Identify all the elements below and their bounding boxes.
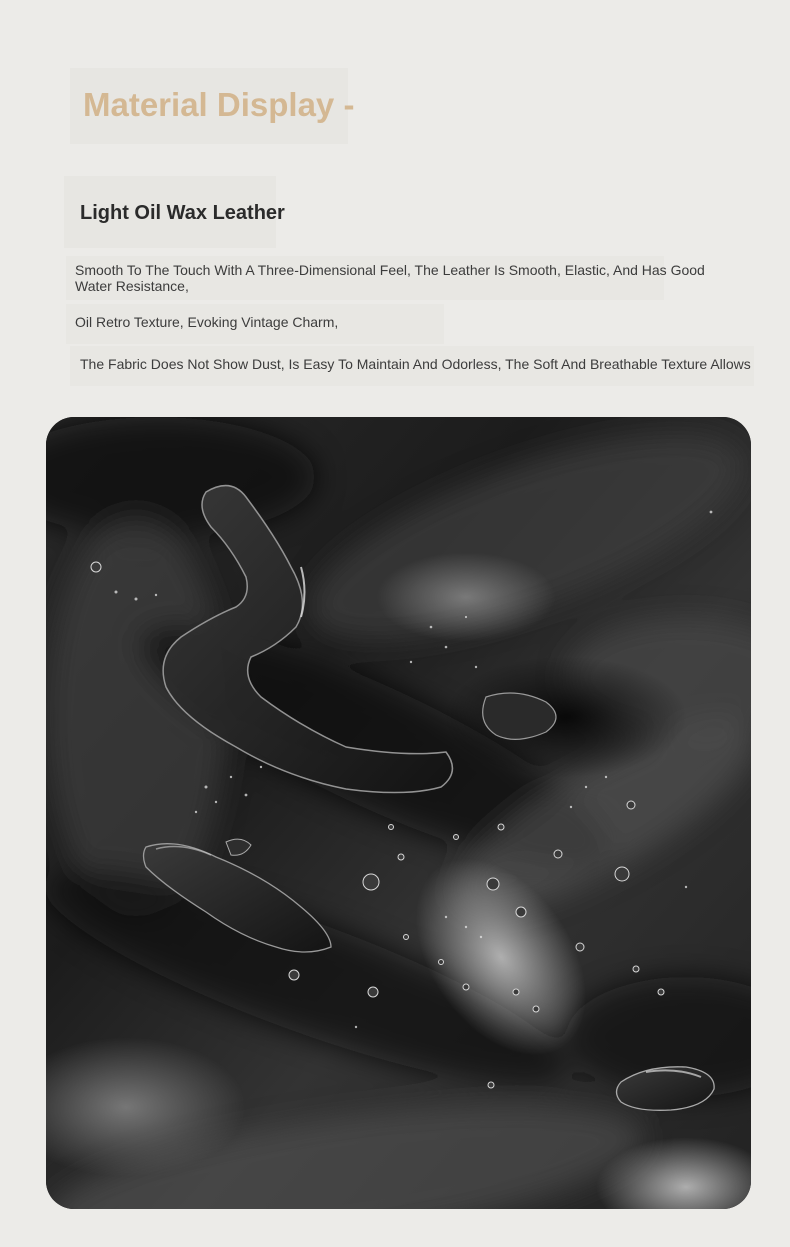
material-name: Light Oil Wax Leather	[80, 202, 285, 224]
leather-texture-image	[46, 417, 751, 1209]
description-line-1: Smooth To The Touch With A Three-Dimensional Feel, The Leather Is Smooth, Elastic, And Has Good Water Resistance,	[75, 262, 705, 294]
description-line-3: The Fabric Does Not Show Dust, Is Easy To Maintain And Odorless, The Soft And Breathable Texture Allows	[80, 356, 751, 372]
description-line-2: Oil Retro Texture, Evoking Vintage Charm,	[75, 314, 339, 330]
page-title: Material Display -	[83, 86, 355, 123]
leather-photo	[46, 417, 751, 1209]
